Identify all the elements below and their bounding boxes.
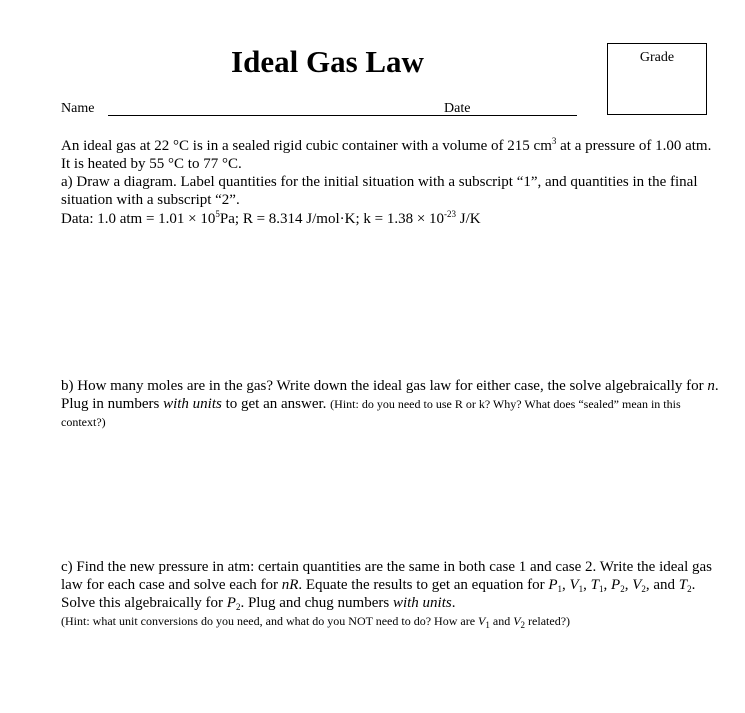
hint-c: (Hint: what unit conversions do you need, and what do you NOT need to do? How are $V_1$ and $V_2$ related?) xyxy=(61,614,571,630)
name-blank-line[interactable] xyxy=(108,115,497,116)
grade-label: Grade xyxy=(639,50,675,65)
date-label: Date xyxy=(444,101,471,116)
given-data: Data: 1.0 atm = $1.01 \times 10^5Pa$; R = 8.314 J/mol·K; $k = 1.38 \times 10^{-23}$ J/K xyxy=(61,209,481,227)
question-b: b) How many moles are in the gas? Write down the ideal gas law for either case, the solve algebraically for n. Plug in numbers with units to get an answer. (Hint: do you need to use R or k? Why? What does “sealed” mean in this context?) xyxy=(61,378,719,429)
question-c: c) Find the new pressure in atm: certain quantities are the same in both case 1 and case 2. Write the ideal gas law for each case and solve each for nR. Equate the results to get an equation for $P_1$, $V_1$, $T_1$, $P_2$, $V_2$, and $T_2$. Solve this algebraically for $P_2$. Plug and chug numbers with units. (Hint: what unit conversions do you need, and what do you NOT need to do? How are $V_1$ and $V_2$ related?) xyxy=(61,559,712,630)
problem-intro: An ideal gas at 22 °C is in a sealed rigid cubic container with a volume of 215 $cm^3$ at a pressure of 1.00 atm. It is heated by 55 °C to 77 °C. xyxy=(61,136,712,172)
date-blank-line[interactable] xyxy=(474,115,577,116)
page-title: Ideal Gas Law xyxy=(231,44,424,79)
grade-box xyxy=(607,43,707,115)
hint-b: (Hint: do you need to use R or k? Why? What does “sealed” mean in this context?) xyxy=(61,397,681,429)
name-label: Name xyxy=(61,101,95,116)
question-a: a) Draw a diagram. Label quantities for the initial situation with a subscript “1”, and quantities in the final situation with a subscript “2”. xyxy=(61,174,698,208)
